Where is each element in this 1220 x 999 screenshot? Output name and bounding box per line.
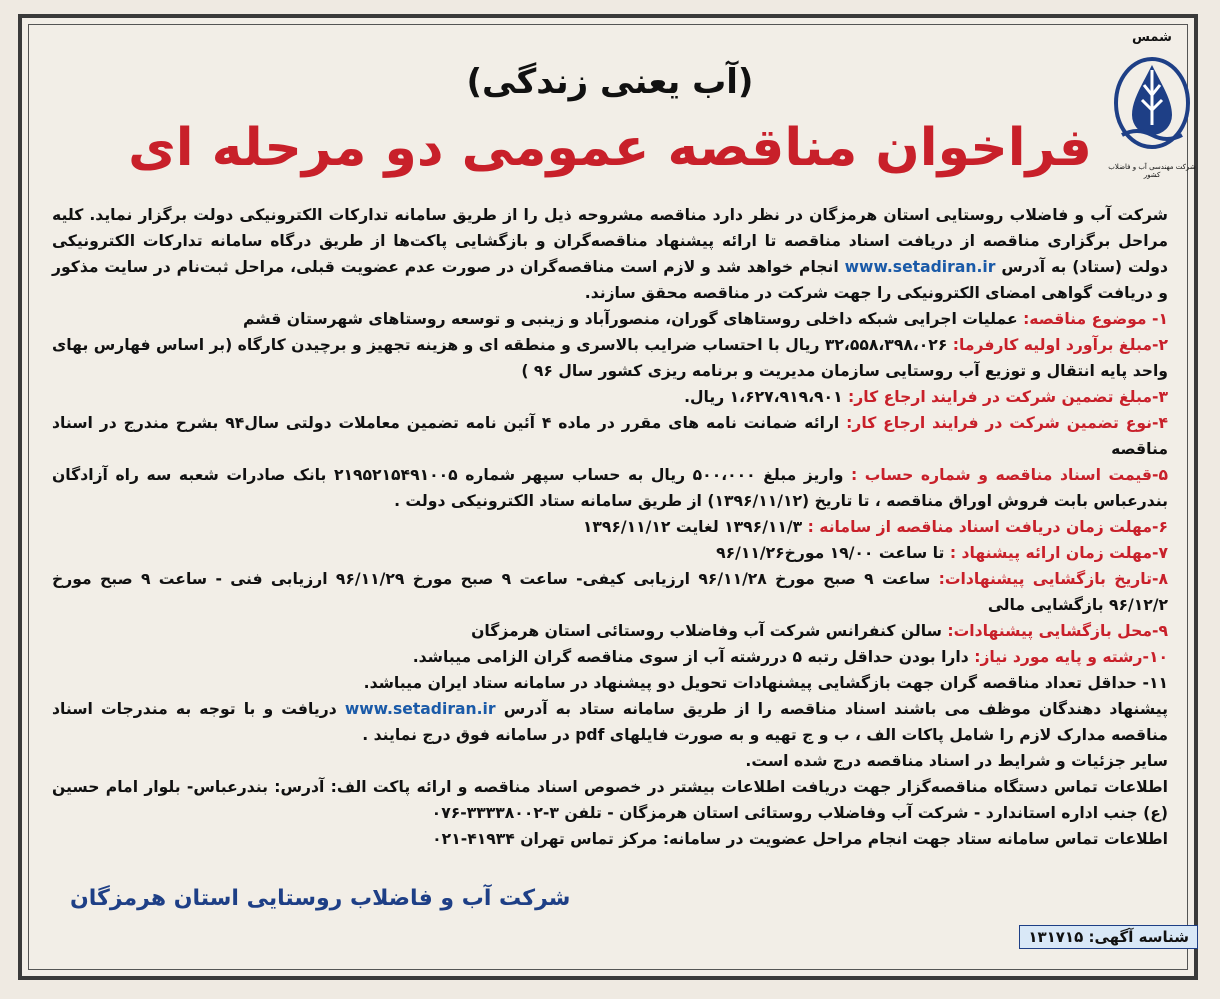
tender-item [52,332,1168,384]
tender-item-text: تا ساعت ۱۹/۰۰ مورخ۹۶/۱۱/۲۶ [716,544,945,562]
setad-link-2[interactable]: www.setadiran.ir [344,700,496,718]
closing-paragraph-1 [52,696,1168,748]
tender-item-text: ساعت ۹ صبح مورخ ۹۶/۱۱/۲۸ ارزیابی کیفی- ساعت ۹ صبح مورخ ۹۶/۱۱/۲۹ ارزیابی فنی - ساعت ۹ صبح مورخ ۹۶/۱۲/۲ بازگشایی مالی [52,570,1168,614]
tender-item-label: ۳-مبلغ تضمین شرکت در فرایند ارجاع کار: [848,388,1168,406]
tender-item-text: ۳۲،۵۵۸،۳۹۸،۰۲۶ ریال با احتساب ضرایب بالاسری و منطقه ای و هزینه تجهیز و برچیدن کارگاه (بر اساس فهارس بهای واحد پایه انتقال و توزیع آب روستایی سازمان مدیریت و برنامه ریزی کشور سال ۹۶ ) [52,336,1168,380]
footer-company: شرکت آب و فاضلاب روستایی استان هرمزگان [70,886,571,911]
tender-item [52,384,1168,410]
tender-item-label: ۱- موضوع مناقصه: [1023,310,1168,328]
tender-item-label: ۵-قیمت اسناد مناقصه و شماره حساب : [850,466,1169,484]
tender-item [52,514,1168,540]
tender-item [52,618,1168,644]
tender-item [52,566,1168,618]
logo-top-text: شمس [1132,30,1172,45]
intro-paragraph [52,202,1168,306]
setad-link[interactable]: www.setadiran.ir [844,258,996,276]
tender-item [52,306,1168,332]
closing-paragraph-4: اطلاعات تماس سامانه ستاد جهت انجام مراحل عضویت در سامانه: مرکز تماس تهران ۴۱۹۳۴-۰۲۱ [432,830,1168,848]
tender-item-label: ۱۰-رشته و پایه مورد نیاز: [974,648,1168,666]
tender-item-label: ۲-مبلغ برآورد اولیه کارفرما: [952,336,1168,354]
tender-item [52,540,1168,566]
tender-item-label: ۸-تاریخ بازگشایی پیشنهادات: [938,570,1169,588]
intro-text-2: انجام خواهد شد و لازم است مناقصه‌گران در صورت عدم عضویت قبلی، مراحل ثبت‌نام در سایت مذکور و دریافت گواهی امضای الکترونیکی را جهت شرکت در مناقصه محقق سازند. [52,258,1168,302]
tender-item [52,670,1168,696]
slogan: (آب یعنی زندگی) [466,62,754,102]
tender-item-text: ۱،۶۲۷،۹۱۹،۹۰۱ ریال. [684,388,843,406]
tender-item [52,462,1168,514]
tender-item-label: ۷-مهلت زمان ارائه پیشنهاد : [949,544,1168,562]
tender-item-text: دارا بودن حداقل رتبه ۵ دررشته آب از سوی مناقصه گران الزامی میباشد. [412,648,969,666]
headline: فراخوان مناقصه عمومی دو مرحله ای [128,118,1092,178]
logo-bottom-text: شرکت مهندسی آب و فاضلاب کشور [1108,163,1196,179]
tender-item-text: ۱۳۹۶/۱۱/۳ لغایت ۱۳۹۶/۱۱/۱۲ [582,518,803,536]
tender-item [52,410,1168,462]
closing-text-b: دریافت و با توجه به مندرجات اسناد مناقصه مدارک لازم را شامل پاکات الف ، ب و ج تهیه و به صورت فایلهای pdf در سامانه فوق درج نمایند . [52,700,1168,744]
tender-item-text: واریز مبلغ ۵۰۰،۰۰۰ ریال به حساب سپهر شماره ۲۱۹۵۲۱۵۴۹۱۰۰۵ بانک صادرات شعبه سه راه آزادگان بندرعباس بابت فروش اوراق مناقصه ، تا تاریخ (۱۳۹۶/۱۱/۱۲) از طریق سامانه ستاد الکترونیکی دولت . [52,466,1168,510]
tender-item-label: ۶-مهلت زمان دریافت اسناد مناقصه از سامانه : [807,518,1168,536]
tender-item-text: سالن کنفرانس شرکت آب وفاضلاب روستائی استان هرمزگان [471,622,942,640]
closing-paragraph-3: اطلاعات تماس دستگاه مناقصه‌گزار جهت دریافت اطلاعات بیشتر در خصوص اسناد مناقصه و ارائه پاکت الف: آدرس: بندرعباس- بلوار امام حسین (ع) جنب اداره استاندارد - شرکت آب وفاضلاب روستائی استان هرمزگان - تلفن ۳-۳۳۳۳۸۰۰۲-۰۷۶ [52,778,1168,822]
tender-item-text: ۱۱- حداقل تعداد مناقصه گران جهت بازگشایی پیشنهادات تحویل دو پیشنهاد در سامانه ستاد ایران میباشد. [363,674,1168,692]
tender-items-list [52,306,1168,696]
notice-id-badge: شناسه آگهی: ۱۳۱۷۱۵ [1019,925,1198,949]
tender-item-text: ارائه ضمانت نامه های مقرر در ماده ۴ آئین نامه تضمین معاملات دولتی سال۹۴ بشرح مندرج در اسناد مناقصه [52,414,1168,458]
tender-item [52,644,1168,670]
intro-text: شرکت آب و فاضلاب روستایی استان هرمزگان در نظر دارد مناقصه مشروحه ذیل را از طریق سامانه تدارکات الکترونیکی دولت برگزار نماید. کلیه مراحل برگزاری مناقصه از دریافت اسناد مناقصه تا ارائه پیشنهاد مناقصه‌گران و بازگشایی پاکت‌ها از طریق درگاه سامانه تدارکات الکترونیکی دولت (ستاد) به آدرس [52,206,1168,276]
closing-paragraph-2: سایر جزئیات و شرایط در اسناد مناقصه درج شده است. [745,752,1168,770]
closing-text-a: پیشنهاد دهندگان موظف می باشند اسناد مناقصه را از طریق سامانه ستاد به آدرس [503,700,1169,718]
tender-item-label: ۹-محل بازگشایی پیشنهادات: [947,622,1168,640]
tender-item-text: عملیات اجرایی شبکه داخلی روستاهای گوران، منصورآباد و زینبی و توسعه روستاهای شهرستان قشم [243,310,1018,328]
tender-item-label: ۴-نوع تضمین شرکت در فرایند ارجاع کار: [846,414,1168,432]
notice-body [52,202,1168,852]
